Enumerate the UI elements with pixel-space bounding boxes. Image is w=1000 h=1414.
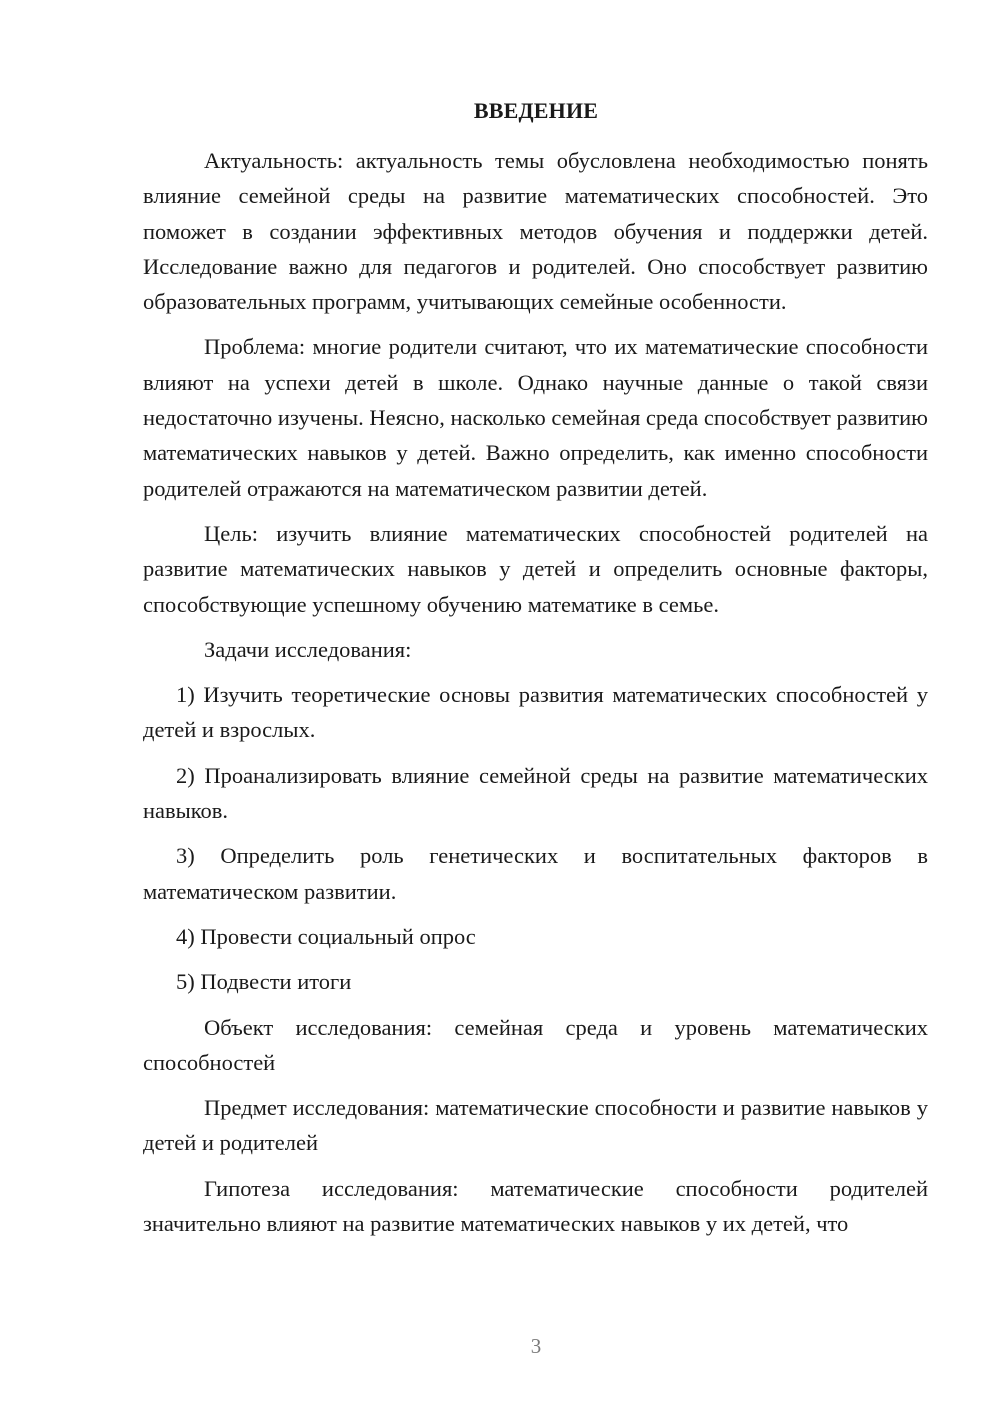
tasks-heading: Задачи исследования: <box>204 636 412 662</box>
task-item-4: 4) Провести социальный опрос <box>176 923 476 949</box>
hypothesis-paragraph: Гипотеза исследования: математические способности родителей значительно влияют на развитие математических навыков у их детей, что <box>143 1175 928 1237</box>
section-heading: ВВЕДЕНИЕ <box>473 98 599 123</box>
body-text <box>143 143 928 1241</box>
object-paragraph: Объект исследования: семейная среда и уровень математических способностей <box>143 1014 928 1075</box>
task-item-1: 1) Изучить теоретические основы развития математических способностей у детей и взрослых. <box>143 682 928 743</box>
problem-paragraph: Проблема: многие родители считают, что их математические способности влияют на успехи детей в школе. Однако научные данные о такой связи недостаточно изучены. Неясно, насколько семейная среда способствует развитию математических навыков у детей. Важно определить, как именно способности родителей отражаются на математическом развитии детей. <box>143 334 928 501</box>
relevance-paragraph: Актуальность: актуальность темы обусловлена необходимостью понять влияние семейной среды на развитие математических способностей. Это поможет в создании эффективных методов обучения и поддержки детей. Исследование важно для педагогов и родителей. Оно способствует развитию образовательных программ, учитывающих семейные особенности. <box>143 148 928 315</box>
page-number: 3 <box>530 1334 542 1358</box>
task-item-3: 3) Определить роль генетических и воспитательных факторов в математическом развитии. <box>143 843 928 904</box>
subject-paragraph: Предмет исследования: математические способности и развитие навыков у детей и родителей <box>143 1095 928 1156</box>
task-item-2: 2) Проанализировать влияние семейной среды на развитие математических навыков. <box>143 762 928 824</box>
goal-paragraph: Цель: изучить влияние математических способностей родителей на развитие математических навыков у детей и определить основные факторы, способствующие успешному обучению математике в семье. <box>143 520 928 617</box>
task-item-5: 5) Подвести итоги <box>176 969 352 995</box>
